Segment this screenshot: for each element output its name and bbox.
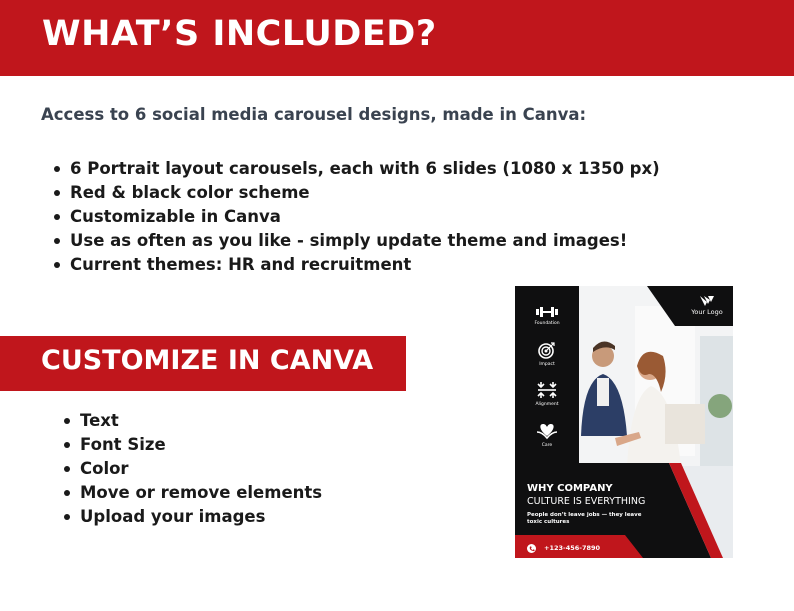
section-title: CUSTOMIZE IN CANVA [41,345,374,376]
slide-headline: WHY COMPANY [527,483,613,494]
sidebar-item-foundation: Foundation [515,306,579,326]
slide-sidebar [515,286,579,464]
list-item: Customizable in Canva [54,205,660,229]
list-item: Current themes: HR and recruitment [54,253,660,277]
list-item: Red & black color scheme [54,181,660,205]
top-banner [0,0,794,76]
sidebar-item-alignment: Alignment [515,381,579,407]
list-item: Color [64,457,322,481]
list-item: 6 Portrait layout carousels, each with 6 slides (1080 x 1350 px) [54,157,660,181]
heart-hands-icon [536,422,558,440]
slide-tagline: People don’t leave jobs — they leave toxic cultures [527,512,642,525]
customize-list [64,409,322,529]
sidebar-item-impact: Impact [515,341,579,367]
compress-arrows-icon [537,381,557,399]
intro-text: Access to 6 social media carousel designs, made in Canva: [41,105,587,124]
list-item: Use as often as you like - simply update theme and images! [54,229,660,253]
slide-subheadline: CULTURE IS EVERYTHING [527,496,646,507]
phone-icon [527,544,536,553]
page-title: WHAT’S INCLUDED? [42,14,437,54]
features-list [54,157,660,277]
logo-mark-icon [700,296,714,306]
dumbbell-icon [536,306,558,318]
sidebar-item-care: Care [515,422,579,448]
list-item: Text [64,409,322,433]
customize-banner [0,336,406,391]
company-logo: Your Logo [681,296,733,316]
list-item: Upload your images [64,505,322,529]
list-item: Font Size [64,433,322,457]
carousel-preview: Foundation Impact Alignment Care Your Logo WHY COMPANY CULTURE IS EVERYTHING People don’t leave jobs — they leave toxic cultures +123-456-7890 [515,286,733,558]
list-item: Move or remove elements [64,481,322,505]
target-icon [538,341,556,359]
